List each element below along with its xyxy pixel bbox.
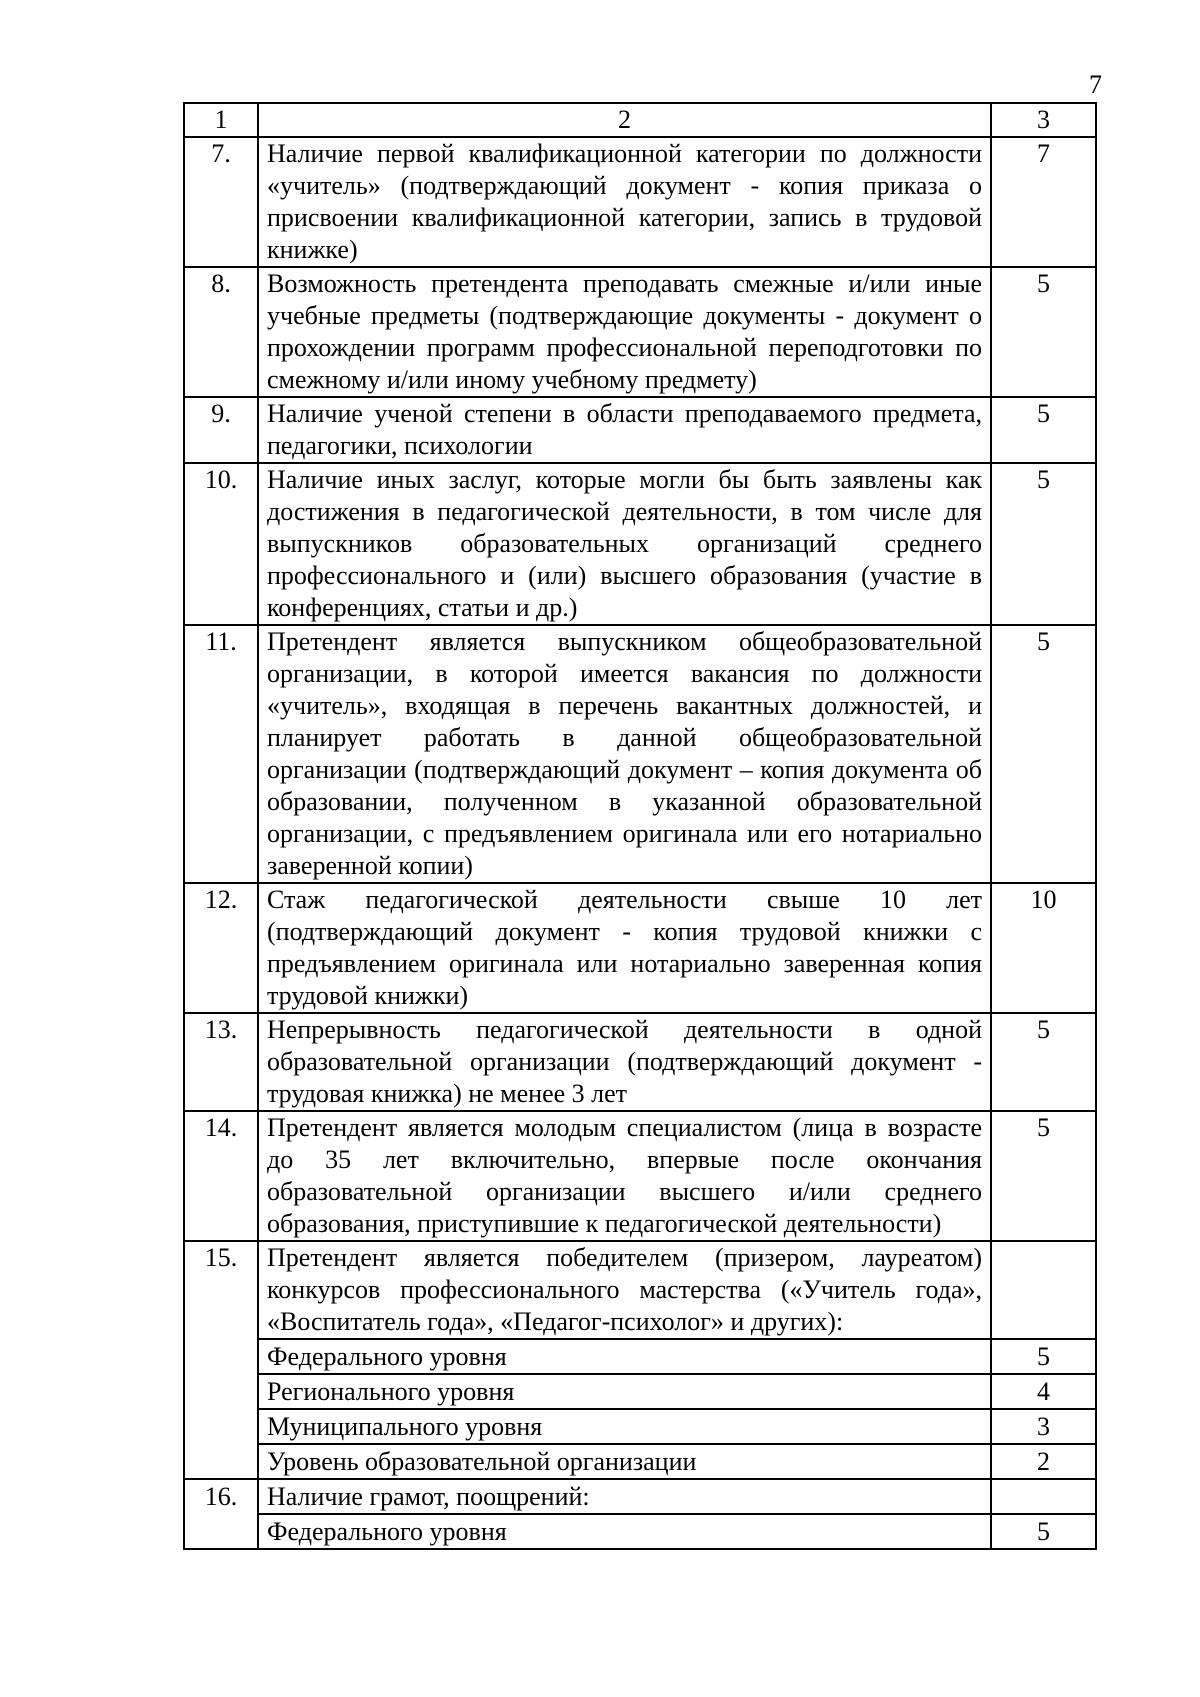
table-row [184,625,1096,883]
subrow-points: 4 [991,1374,1096,1409]
row-number: 13. [184,1013,258,1111]
row-number: 14. [184,1111,258,1241]
subrow-label: Уровень образовательной организации [258,1444,991,1479]
header-col-2: 2 [258,103,991,137]
subrow-points: 2 [991,1444,1096,1479]
row-points: 10 [991,883,1096,1013]
row-points: 5 [991,463,1096,625]
table-row [184,1013,1096,1111]
subrow-label: Муниципального уровня [258,1409,991,1444]
row-criterion: Наличие ученой степени в области преподаваемого предмета, педагогики, психологии [258,397,991,463]
table-subrow [184,1444,1096,1479]
table-row [184,1241,1096,1339]
row-criterion: Претендент является молодым специалистом (лица в возрасте до 35 лет включительно, впервые после окончания образовательной организации высшего и/или среднего образования, приступившие к педагогической деятельности) [258,1111,991,1241]
table-row [184,463,1096,625]
row-points: 7 [991,137,1096,267]
row-number: 15. [184,1241,258,1479]
header-col-1: 1 [184,103,258,137]
row-points: 5 [991,1013,1096,1111]
row-number: 8. [184,267,258,397]
row-criterion: Стаж педагогической деятельности свыше 10 лет (подтверждающий документ - копия трудовой книжки с предъявлением оригинала или нотариально заверенная копия трудовой книжки) [258,883,991,1013]
row-points-empty [991,1241,1096,1339]
row-points-empty [991,1479,1096,1514]
row-points: 5 [991,1111,1096,1241]
row-points: 5 [991,625,1096,883]
subrow-label: Федерального уровня [258,1514,991,1549]
table-subrow [184,1409,1096,1444]
subrow-points: 5 [991,1514,1096,1549]
row-number: 10. [184,463,258,625]
row-number: 16. [184,1479,258,1549]
table-row [184,267,1096,397]
table-subrow [184,1374,1096,1409]
subrow-label: Федерального уровня [258,1339,991,1374]
row-number: 11. [184,625,258,883]
row-criterion: Претендент является победителем (призером, лауреатом) конкурсов профессионального мастерства («Учитель года», «Воспитатель года», «Педагог-психолог» и других): [258,1241,991,1339]
row-criterion: Претендент является выпускником общеобразовательной организации, в которой имеется вакансия по должности «учитель», входящая в перечень вакантных должностей, и планирует работать в данной общеобразовательной организации (подтверждающий документ – копия документа об образовании, полученном в указанной образовательной организации, с предъявлением оригинала или его нотариально заверенной копии) [258,625,991,883]
row-number: 9. [184,397,258,463]
row-points: 5 [991,267,1096,397]
table-row [184,137,1096,267]
header-col-3: 3 [991,103,1096,137]
row-points: 5 [991,397,1096,463]
table-row [184,1111,1096,1241]
table-subrow [184,1514,1096,1549]
subrow-points: 5 [991,1339,1096,1374]
row-criterion: Наличие грамот, поощрений: [258,1479,991,1514]
criteria-table [183,102,1097,1550]
subrow-label: Регионального уровня [258,1374,991,1409]
row-criterion: Непрерывность педагогической деятельности в одной образовательной организации (подтверждающий документ - трудовая книжка) не менее 3 лет [258,1013,991,1111]
row-criterion: Возможность претендента преподавать смежные и/или иные учебные предметы (подтверждающие документы - документ о прохождении программ профессиональной переподготовки по смежному и/или иному учебному предмету) [258,267,991,397]
table-row [184,1479,1096,1514]
subrow-points: 3 [991,1409,1096,1444]
table-row [184,397,1096,463]
row-number: 12. [184,883,258,1013]
page-number: 7 [1089,70,1102,99]
row-criterion: Наличие первой квалификационной категории по должности «учитель» (подтверждающий документ - копия приказа о присвоении квалификационной категории, запись в трудовой книжке) [258,137,991,267]
table-header-row [184,103,1096,137]
row-criterion: Наличие иных заслуг, которые могли бы быть заявлены как достижения в педагогической деятельности, в том числе для выпускников образовательных организаций среднего профессионального и (или) высшего образования (участие в конференциях, статьи и др.) [258,463,991,625]
table-row [184,883,1096,1013]
row-number: 7. [184,137,258,267]
table-subrow [184,1339,1096,1374]
